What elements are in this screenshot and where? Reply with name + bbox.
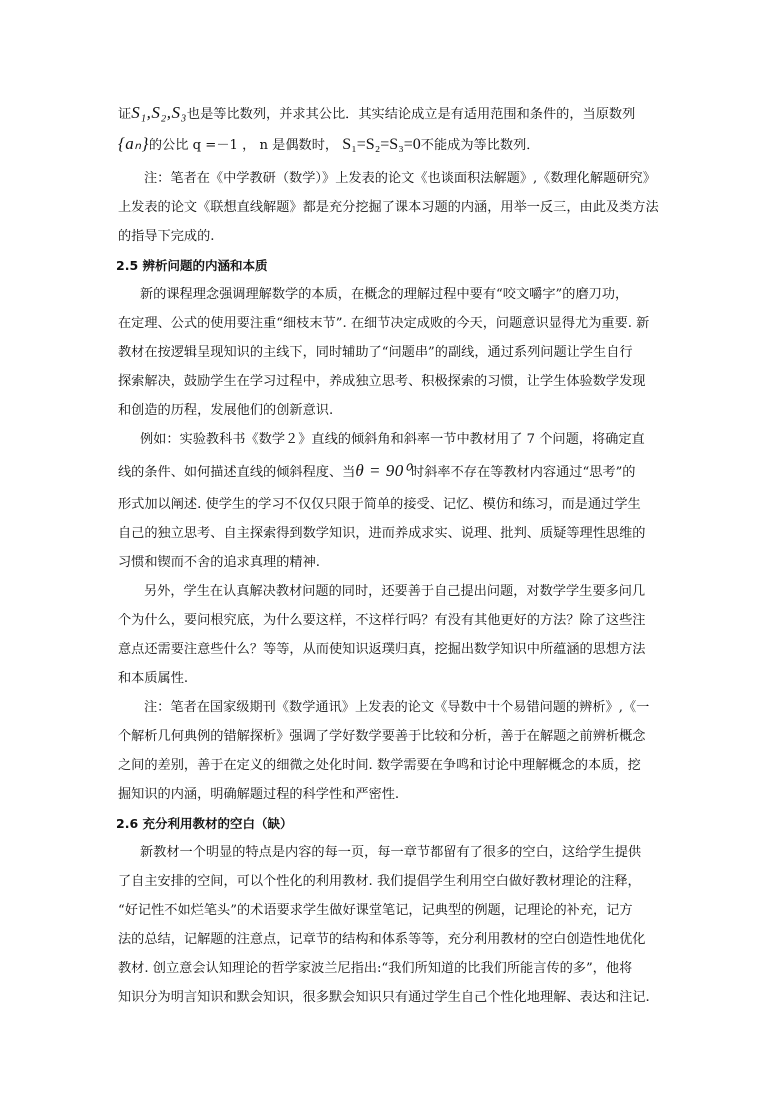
text-mid: 的公比 q =－1 ， n 是偶数时， [148, 138, 339, 153]
document-page [118, 98, 666, 1012]
section-2-5-para-2-line-3: 形式加以阐述. 使学生的学习不仅仅只限于简单的接受、记忆、模仿和练习，而是通过学生 [118, 497, 641, 512]
paragraph-1-line-1 [118, 98, 666, 129]
section-2-5-para-3-line-1: 另外，学生在认真解决教材问题的同时，还要善于自己提出问题，对数学学生要多问几 [144, 584, 646, 599]
section-2-5-para-1-line-2: 在定理、公式的使用要注重“细枝末节”. 在细节决定成败的今天，问题意识显得尤为重要. 新 [118, 316, 650, 331]
section-2-6-para-1-line-1: 新教材一个明显的特点是内容的每一页，每一章节都留有了很多的空白，这给学生提供 [140, 845, 642, 860]
paragraph-1-line-2 [118, 129, 666, 160]
note-1-line-3: 的指导下完成的. [118, 229, 215, 244]
section-2-5-para-2-line-1: 例如：实验教科书《数学２》直线的倾斜角和斜率一节中教材用了 7 个问题，将确定直 [140, 432, 645, 447]
text-suffix: 时斜率不存在等教材内容通过“思考”的 [411, 465, 636, 480]
text-prefix: 证 [118, 107, 132, 122]
section-2-5-para-3-line-4: 和本质属性. [118, 671, 189, 686]
section-2-5-para-1-line-3: 教材在按逻辑呈现知识的主线下，同时辅助了“问题串”的副线，通过系列问题让学生自行 [118, 345, 633, 360]
math-s1-s2-s3: S₁,S₂,S₃ [131, 103, 187, 122]
section-2-6-para-1-line-2: 了自主安排的空间，可以个性化的利用教材. 我们提倡学生利用空白做好教材理论的注释， [118, 874, 641, 889]
section-2-5-para-1-line-1: 新的课程理念强调理解数学的本质，在概念的理解过程中要有“咬文嚼字”的磨刀功， [140, 287, 629, 302]
section-2-6-para-1-line-4: 法的总结，记解题的注意点，记章节的结构和体系等等，充分利用教材的空白创造性地优化 [118, 932, 646, 947]
section-2-5-para-2-line-4: 自己的独立思考、自主探索得到数学知识，进而养成求实、说理、批判、质疑等理性思维的 [118, 526, 646, 541]
math-s-equal-zero: S₁=S₂=S₃=0 [342, 136, 421, 153]
section-2-5-para-2-line-5: 习惯和锲而不舍的追求真理的精神. [118, 555, 321, 570]
section-2-5-para-3-line-2: 个为什么，要问根究底，为什么要这样，不这样行吗？有没有其他更好的方法？除了这些注 [118, 613, 646, 628]
math-theta-90: θ = 90⁰ [355, 461, 412, 480]
note-2-line-1: 注：笔者在国家级期刊《数学通讯》上发表的论文《导数中十个易错问题的辨析》,《一 [144, 700, 650, 715]
math-sequence-an: {aₙ} [118, 134, 149, 153]
section-2-6-para-1-line-6: 知识分为明言知识和默会知识，很多默会知识只有通过学生自己个性化地理解、表达和注记. [118, 990, 650, 1005]
note-1-line-2: 上发表的论文《联想直线解题》都是充分挖掘了课本习题的内涵，用举一反三，由此及类方法 [118, 200, 659, 215]
note-2-line-4: 掘知识的内涵，明确解题过程的科学性和严密性. [118, 787, 400, 802]
text-suffix: 也是等比数列，并求其公比．其实结论成立是有适用范围和条件的，当原数列 [186, 107, 636, 122]
text-prefix: 线的条件、如何描述直线的倾斜程度、当 [118, 465, 356, 480]
section-2-5-para-1-line-4: 探索解决，鼓励学生在学习过程中，养成独立思考、积极探索的习惯，让学生体验数学发现 [118, 374, 646, 389]
text-suffix: 不能成为等比数列． [420, 138, 540, 153]
note-2-line-3: 之间的差别，善于在定义的细微之处化时间. 数学需要在争鸣和讨论中理解概念的本质，挖 [118, 758, 641, 773]
note-1-line-1: 注：笔者在《中学教研（数学）》上发表的论文《也谈面积法解题》,《数理化解题研究》 [144, 171, 656, 186]
section-heading-2-5: 2.5 辨析问题的内涵和本质 [116, 258, 268, 273]
section-2-6-para-1-line-3: “好记性不如烂笔头”的术语要求学生做好课堂笔记，记典型的例题，记理论的补充，记方 [118, 903, 633, 918]
section-2-6-para-1-line-5: 教材. 创立意会认知理论的哲学家波兰尼指出:“我们所知道的比我们所能言传的多”，他将 [118, 961, 633, 976]
note-2-line-2: 个解析几何典例的错解探析》强调了学好数学要善于比较和分析，善于在解题之前辨析概念 [118, 729, 646, 744]
section-2-5-para-1-line-5: 和创造的历程，发展他们的创新意识. [118, 403, 334, 418]
section-2-5-para-3-line-3: 意点还需要注意些什么？等等，从而使知识返璞归真，挖掘出数学知识中所蕴涵的思想方法 [118, 642, 646, 657]
section-heading-2-6: 2.6 充分利用教材的空白（缺） [116, 816, 293, 831]
section-2-5-para-2-line-2 [118, 454, 666, 490]
